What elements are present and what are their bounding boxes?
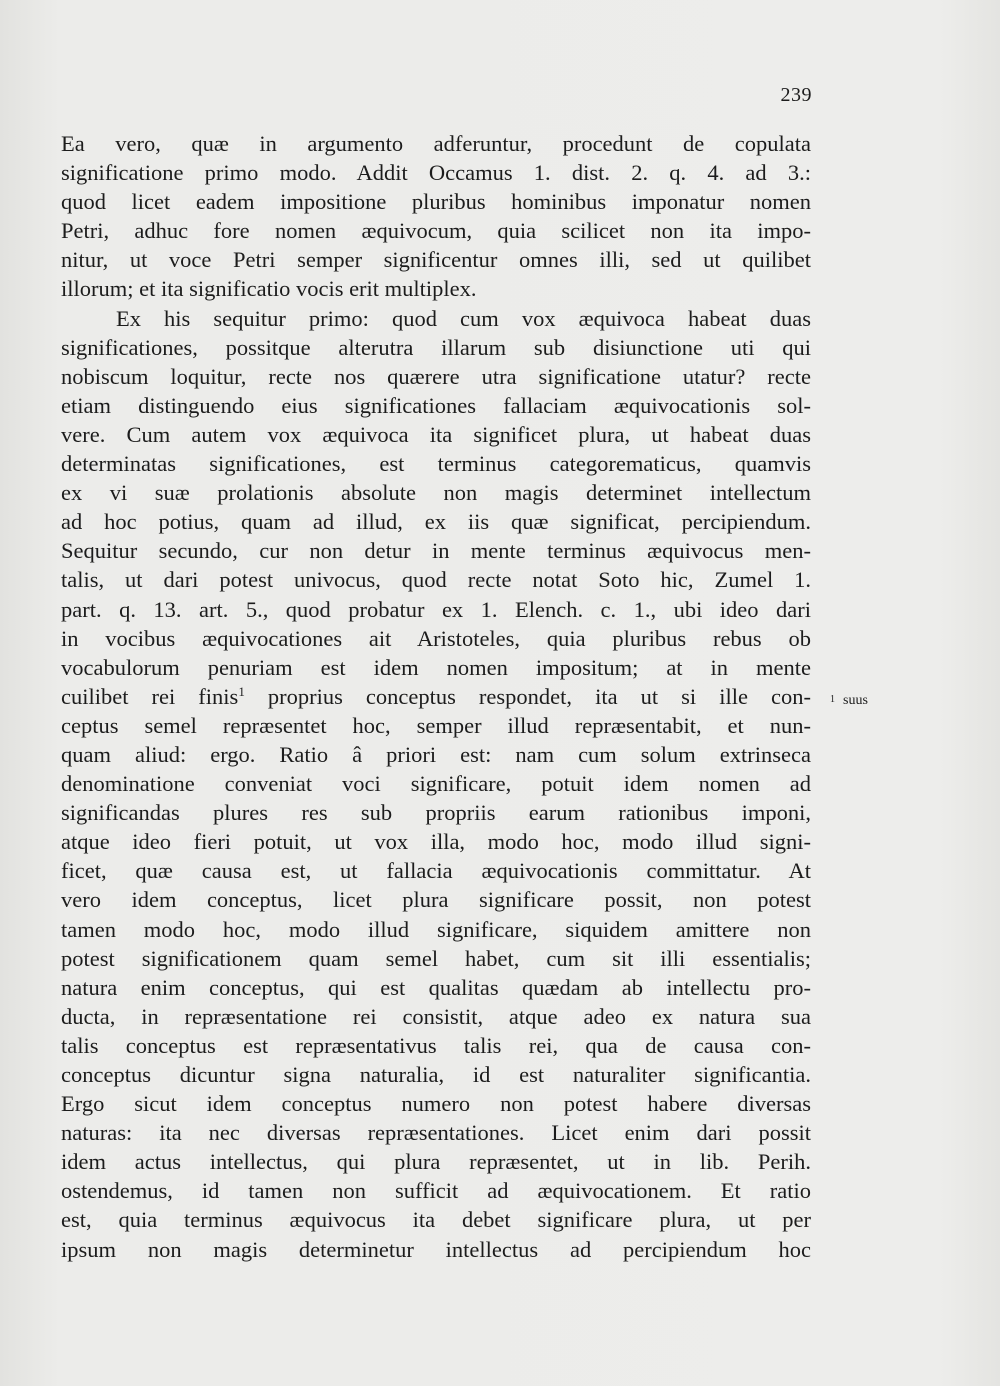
text-line: ad hoc potius, quam ad illud, ex iis quæ significat, percipiendum. xyxy=(61,509,811,535)
line-text: proprius conceptus respondet, ita ut si ille con- xyxy=(244,683,811,709)
text-line: ducta, in repræsentatione rei consistit, atque adeo ex natura sua xyxy=(61,1003,811,1029)
text-line: talis, ut dari potest univocus, quod recte notat Soto hic, Zumel 1. xyxy=(61,567,811,593)
footnote-reference: 1 xyxy=(238,683,245,699)
text-line: ipsum non magis determinetur intellectus ad percipiendum hoc xyxy=(61,1236,811,1262)
line-text: cuilibet rei finis xyxy=(61,683,239,709)
text-line: determinatas significationes, est terminus categorematicus, quamvis xyxy=(61,451,811,477)
text-line: idem actus intellectus, qui plura repræsentet, ut in lib. Perih. xyxy=(61,1149,811,1175)
footnote-text: suus xyxy=(843,693,868,708)
footnote-marker: 1 xyxy=(830,694,835,705)
text-line: vero idem conceptus, licet plura significare possit, non potest xyxy=(61,887,811,913)
text-line: vere. Cum autem vox æquivoca ita significet plura, ut habeat duas xyxy=(61,421,811,447)
text-line: quod licet eadem impositione pluribus hominibus imponatur nomen xyxy=(61,189,811,215)
page-number: 239 xyxy=(780,84,812,106)
text-line: natura enim conceptus, qui est qualitas quædam ab intellectu pro- xyxy=(61,974,811,1000)
text-line: vocabulorum penuriam est idem nomen impositum; at in mente xyxy=(61,654,811,680)
text-line: Petri, adhuc fore nomen æquivocum, quia scilicet non ita impo- xyxy=(61,218,811,244)
text-line: quam aliud: ergo. Ratio â priori est: nam cum solum extrinseca xyxy=(61,741,811,767)
text-line: significandas plures res sub propriis earum rationibus imponi, xyxy=(61,800,811,826)
text-line: potest significationem quam semel habet, cum sit illi essentialis; xyxy=(61,945,811,971)
text-line: ficet, quæ causa est, ut fallacia æquivocationis committatur. At xyxy=(61,858,811,884)
text-line: part. q. 13. art. 5., quod probatur ex 1. Elench. c. 1., ubi ideo dari xyxy=(61,596,811,622)
text-line: est, quia terminus æquivocus ita debet significare plura, ut per xyxy=(61,1207,811,1233)
text-line: significationes, possitque alterutra illarum sub disiunctione uti qui xyxy=(61,334,811,360)
text-line: Ergo sicut idem conceptus numero non potest habere diversas xyxy=(61,1091,811,1117)
text-line: atque ideo fieri potuit, ut vox illa, modo hoc, modo illud signi- xyxy=(61,829,811,855)
text-line: conceptus dicuntur signa naturalia, id est naturaliter significantia. xyxy=(61,1062,811,1087)
text-line: nobiscum loquitur, recte nos quærere utra significatione utatur? recte xyxy=(61,363,811,389)
text-line: significatione primo modo. Addit Occamus 1. dist. 2. q. 4. ad 3.: xyxy=(61,160,811,186)
text-line: Ea vero, quæ in argumento adferuntur, procedunt de copulata xyxy=(61,131,811,156)
text-line: Sequitur secundo, cur non detur in mente terminus æquivocus men- xyxy=(61,538,811,564)
text-line: etiam distinguendo eius significationes fallaciam æquivocationis sol- xyxy=(61,392,811,418)
text-line: illorum; et ita significatio vocis erit multiplex. xyxy=(61,276,477,302)
text-line: denominatione conveniat voci significare, potuit idem nomen ad xyxy=(61,771,811,797)
body-text xyxy=(61,129,811,1264)
marginal-footnote xyxy=(830,693,868,709)
text-line: naturas: ita nec diversas repræsentationes. Licet enim dari possit xyxy=(61,1120,811,1146)
text-line: ostendemus, id tamen non sufficit ad æquivocationem. Et ratio xyxy=(61,1178,811,1204)
text-line xyxy=(61,682,811,711)
text-line: Ex his sequitur primo: quod cum vox æquivoca habeat duas xyxy=(116,305,811,331)
text-line: talis conceptus est repræsentativus talis rei, qua de causa con- xyxy=(61,1032,811,1058)
text-line: ceptus semel repræsentet hoc, semper illud repræsentabit, et nun- xyxy=(61,712,811,738)
text-line: nitur, ut voce Petri semper significentur omnes illi, sed ut quilibet xyxy=(61,247,811,273)
text-line: tamen modo hoc, modo illud significare, siquidem amittere non xyxy=(61,916,811,942)
text-line: in vocibus æquivocationes ait Aristoteles, quia pluribus rebus ob xyxy=(61,625,811,651)
text-line: ex vi suæ prolationis absolute non magis determinet intellectum xyxy=(61,480,811,506)
